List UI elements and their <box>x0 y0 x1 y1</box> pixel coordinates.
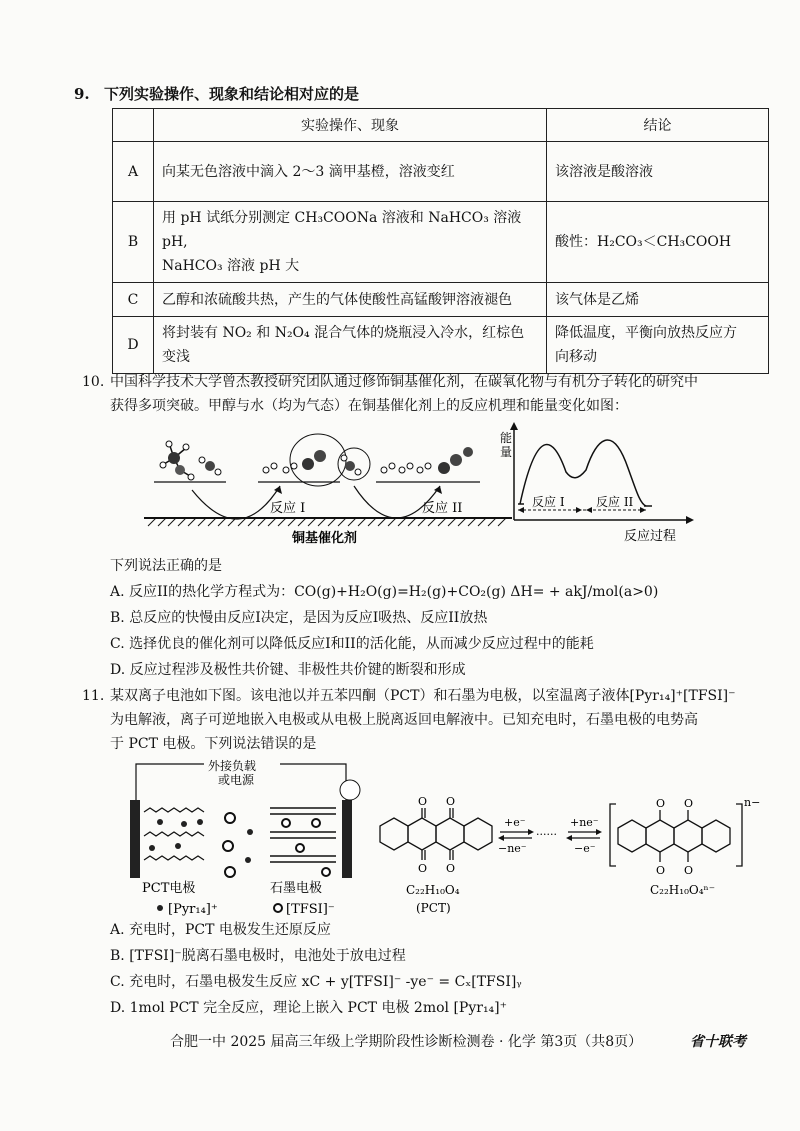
option-letter: C. <box>110 974 125 990</box>
oxygen-label: O <box>446 795 456 808</box>
q11-option-d <box>110 998 507 1018</box>
op-line: 将封装有 NO₂ 和 N₂O₄ 混合气体的烧瓶浸入冷水，红棕色 <box>162 325 525 341</box>
table-row <box>113 317 769 374</box>
oxygen-label: O <box>684 864 694 877</box>
arrow1-top-label: +e⁻ <box>504 816 526 829</box>
row-letter: B <box>113 202 154 283</box>
q10-prompt: 下列说法正确的是 <box>110 558 222 574</box>
q11-number: 11. <box>82 688 105 704</box>
option-letter: A. <box>110 584 125 600</box>
pct-electrode-label: PCT电极 <box>142 881 196 896</box>
q9-stem: 下列实验操作、现象和结论相对应的是 <box>104 85 360 103</box>
table-header-row <box>113 109 769 142</box>
label-reaction-1: 反应 I <box>270 501 306 516</box>
conclusion-line: 降低温度，平衡向放热反应方 <box>555 325 737 341</box>
option-letter: B. <box>110 948 125 964</box>
graphite-electrode-plate <box>342 800 352 878</box>
row-operation <box>154 317 547 374</box>
op-line: 变浅 <box>162 349 190 365</box>
q9-number: 9. <box>74 85 90 103</box>
q10-stem-line2: 获得多项突破。甲醇与水（均为气态）在铜基催化剂上的反应机理和能量变化如图： <box>110 398 628 414</box>
conclusion-line: 酸性：H₂CO₃＜CH₃COOH <box>555 234 732 250</box>
page-footer: 合肥一中 2025 届高三年级上学期阶段性诊断检测卷 · 化学 第3页（共8页） <box>170 1034 643 1050</box>
oxygen-label: O <box>684 797 694 810</box>
q10-option-d <box>110 660 466 680</box>
option-letter: D. <box>110 662 126 678</box>
q11-option-c <box>110 972 522 992</box>
charge-label: n− <box>744 796 761 809</box>
oxygen-label: O <box>656 797 666 810</box>
product-molecules <box>381 447 473 474</box>
pct-formula: C₂₂H₁₀O₄ <box>406 883 460 897</box>
op-line: 向某无色溶液中滴入 2～3 滴甲基橙，溶液变红 <box>162 163 455 180</box>
header-empty-cell <box>113 109 154 142</box>
row-operation <box>154 142 547 202</box>
q10-energy-diagram <box>500 420 700 546</box>
q10-option-b <box>110 608 487 628</box>
graphite-electrode-label: 石墨电极 <box>270 881 323 896</box>
row-letter: C <box>113 283 154 317</box>
pct-electrode-plate <box>130 800 140 878</box>
row-conclusion <box>547 283 769 317</box>
option-text: 反应II的热化学方程式为：CO(g)+H₂O(g)=H₂(g)+CO₂(g) ΔH= + akJ/mol(a>0) <box>129 584 659 600</box>
q11-stem-line2: 为电解液，离子可逆地嵌入电极或从电极上脱离返回电解液中。已知充电时，石墨电极的电势高 <box>110 712 698 728</box>
row-conclusion <box>547 317 769 374</box>
row-letter: D <box>113 317 154 374</box>
methanol-molecule <box>160 441 194 480</box>
segment-reaction-1: 反应 I <box>532 495 565 509</box>
arrow1-bottom-label: −ne⁻ <box>498 842 527 855</box>
oxygen-label: O <box>418 862 428 875</box>
q10-stem-line1: 中国科学技术大学曾杰教授研究团队通过修饰铜基催化剂，在碳氧化物与有机分子转化的研究中 <box>110 374 698 390</box>
oxygen-label: O <box>656 864 666 877</box>
option-letter: C. <box>110 636 125 652</box>
op-line: 用 pH 试纸分别测定 CH₃COONa 溶液和 NaHCO₃ 溶液 pH, <box>162 210 522 250</box>
option-letter: D. <box>110 1000 126 1016</box>
option-text: 反应过程涉及极性共价键、非极性共价键的断裂和形成 <box>129 662 466 678</box>
reduced-formula: C₂₂H₁₀O₄ⁿ⁻ <box>650 883 716 897</box>
op-line: 乙醇和浓硫酸共热，产生的气体使酸性高锰酸钾溶液褪色 <box>162 291 512 308</box>
conclusion-line: 向移动 <box>555 349 597 365</box>
conclusion-line: 该气体是乙烯 <box>555 291 639 308</box>
arrow2-top-label: +ne⁻ <box>570 816 599 829</box>
row-letter: A <box>113 142 154 202</box>
table-row <box>113 202 769 283</box>
q11-option-b <box>110 946 406 966</box>
row-operation <box>154 283 547 317</box>
q10-number: 10. <box>82 374 105 390</box>
table-row <box>113 142 769 202</box>
option-text: 总反应的快慢由反应I决定，是因为反应I吸热、反应II放热 <box>129 610 488 626</box>
q11-stem-line3: 于 PCT 电极。下列说法错误的是 <box>110 736 317 752</box>
header-operation: 实验操作、现象 <box>154 109 547 142</box>
option-text: 选择优良的催化剂可以降低反应I和II的活化能，从而减少反应过程中的能耗 <box>129 636 594 652</box>
option-text: [TFSI]⁻脱离石墨电极时，电池处于放电过程 <box>129 948 406 964</box>
table-row <box>113 283 769 317</box>
oxygen-label: O <box>418 795 428 808</box>
load-label-line2: 或电源 <box>218 773 255 787</box>
option-text: 1mol PCT 完全反应，理论上嵌入 PCT 电极 2mol [Pyr₁₄]⁺ <box>129 1000 508 1016</box>
op-line: NaHCO₃ 溶液 pH 大 <box>162 258 300 274</box>
y-axis-label: 量 <box>500 445 513 459</box>
option-letter: A. <box>110 922 125 938</box>
q11-option-a <box>110 920 331 940</box>
label-reaction-2: 反应 II <box>422 501 463 516</box>
q11-battery-figure <box>120 756 370 916</box>
row-conclusion <box>547 202 769 283</box>
x-axis-label: 反应过程 <box>624 529 677 544</box>
segment-reaction-2: 反应 II <box>596 495 634 509</box>
q10-option-a <box>110 582 658 602</box>
header-conclusion: 结论 <box>547 109 769 142</box>
pct-molecule <box>380 808 492 860</box>
footer-brand: 省十联考 <box>690 1034 746 1050</box>
load-label-line1: 外接负载 <box>208 759 257 773</box>
option-text: 充电时，石墨电极发生反应 xC + y[TFSI]⁻ -ye⁻ = Cₓ[TFSI]ᵧ <box>129 974 522 990</box>
conclusion-line: 该溶液是酸溶液 <box>555 163 653 180</box>
arrow-reaction-1 <box>192 486 280 519</box>
q11-stem-line1: 某双离子电池如下图。该电池以并五苯四酮（PCT）和石墨为电极，以室温离子液体[Pyr₁₄]⁺[TFSI]⁻ <box>110 688 736 704</box>
q9-table <box>112 108 769 374</box>
label-catalyst: 铜基催化剂 <box>292 531 358 546</box>
q10-option-c <box>110 634 594 654</box>
anion-legend: [TFSI]⁻ <box>286 902 335 916</box>
y-axis-label: 能 <box>500 431 513 445</box>
q11-pct-structure <box>366 790 762 920</box>
arrow2-bottom-label: −e⁻ <box>574 842 596 855</box>
reduced-pct-anion <box>610 804 742 866</box>
graphite-layers <box>270 808 336 862</box>
option-text: 充电时，PCT 电极发生还原反应 <box>129 922 331 938</box>
row-operation <box>154 202 547 283</box>
pct-name: (PCT) <box>416 901 451 915</box>
arrow-dots: ······ <box>536 828 557 841</box>
catalyst-hatching <box>148 518 506 526</box>
pct-layers <box>144 808 204 860</box>
electrolyte-ions <box>223 813 253 877</box>
intermediate-molecules <box>263 434 370 486</box>
option-letter: B. <box>110 610 125 626</box>
q10-mechanism-figure <box>140 420 520 548</box>
row-conclusion <box>547 142 769 202</box>
oxygen-label: O <box>446 862 456 875</box>
water-molecule <box>199 457 221 475</box>
cation-legend: [Pyr₁₄]⁺ <box>168 902 218 916</box>
